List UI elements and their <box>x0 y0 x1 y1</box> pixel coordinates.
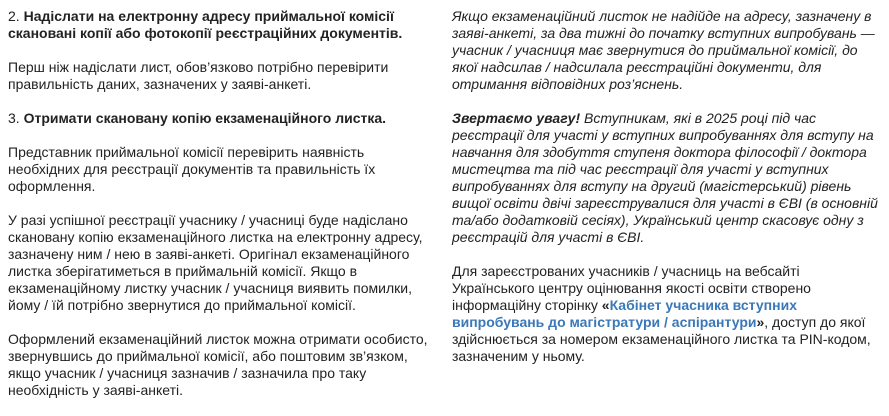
step2-heading <box>8 8 438 42</box>
info-paragraph <box>452 263 882 365</box>
step3-text-2: У разі успішної реєстрації учаснику / учасниці буде надіслано скановану копію екзаменаційного листка на електронну адресу, зазначену ним / нею в заяві-анкеті. Оригінал екзаменаційного листка зберігатиметься в приймальній комісії. Якщо в екзаменаційному листку учасник / учасниця виявить помилки, йому / їй потрібно звернутися до приймальної комісії. <box>8 212 423 313</box>
attention-label: Звертаємо увагу! <box>452 110 581 126</box>
step3-heading <box>8 110 438 127</box>
quote-open: « <box>601 297 610 313</box>
info-text-before: Для зареєстрованих учасників / учасниць на вебсайті Українського центру оцінювання якості освіти створено інформаційну сторінку <box>452 263 811 313</box>
info-text-after: , доступ до якої здійснюється за номером екзаменаційного листка та PIN-кодом, зазначеним у ньому. <box>452 314 871 364</box>
step3-text-3: Оформлений екзаменаційний листок можна отримати особисто, звернувшись до приймальної комісії, або поштовим зв’язком, якщо учасник / учасниця зазначив / зазначила про таку необхідність у заяві-анкеті. <box>8 331 428 398</box>
attention-paragraph <box>452 110 882 246</box>
step2-number: 2. <box>8 8 24 24</box>
left-column <box>8 8 438 416</box>
cabinet-link[interactable]: Кабінет учасника вступних випробувань до магістратури / аспірантури <box>452 297 797 330</box>
step3-text-1: Представник приймальної комісії перевірить наявність необхідних для реєстрації документів та правильність їх оформлення. <box>8 144 376 194</box>
attention-text: Вступникам, які в 2025 році під час реєстрації для участі у вступних випробуваннях для вступу на навчання для здобуття ступеня доктора філософії / доктора мистецтва та під час реєстрації для участі у вступних випробуваннях для вступу на другий (магістерський) рівень вищої освіти двічі зареєструвалися для участі в ЄВІ (в основній та/або додатковій сесіях), Український центр скасовує одну з реєстрацій для участі в ЄВІ. <box>452 110 878 245</box>
step3-title: Отримати скановану копію екзаменаційного листка. <box>23 110 387 126</box>
quote-close: » <box>756 314 765 330</box>
step2-text: Перш ніж надіслати лист, обов’язково потрібно перевірити правильність даних, зазначених у заяві-анкеті. <box>8 59 389 92</box>
step2-title: Надіслати на електронну адресу приймальної комісії скановані копії або фотокопії реєстраційних документів. <box>8 8 403 41</box>
note-paragraph: Якщо екзаменаційний листок не надійде на адресу, зазначену в заяві-анкеті, за два тижні до початку вступних випробувань — учасник / учасниця має звернутися до приймальної комісії, до якої надсилав / надсилала реєстраційні документи, для отримання відповідних роз’яснень. <box>452 8 875 92</box>
right-column <box>452 8 882 382</box>
step3-number: 3. <box>8 110 24 126</box>
